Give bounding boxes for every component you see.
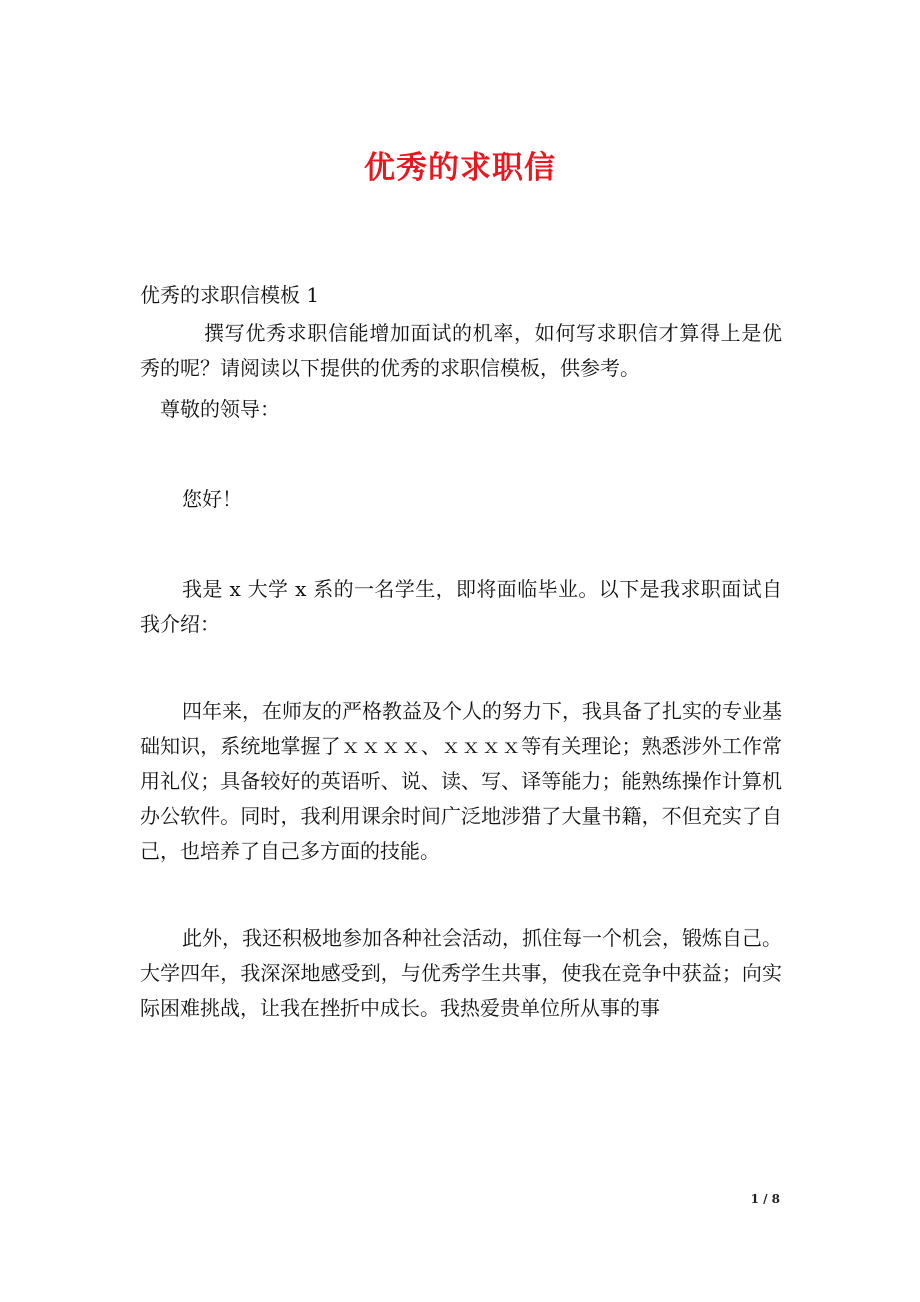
document-title: 优秀的求职信: [364, 150, 556, 186]
body-paragraph-1: 我是 x 大学 x 系的一名学生，即将面临毕业。以下是我求职面试自我介绍：: [140, 577, 782, 636]
greeting: 您好！: [182, 487, 242, 511]
page-number: 1 / 8: [750, 1192, 780, 1206]
body-paragraph-2: 四年来，在师友的严格教益及个人的努力下，我具备了扎实的专业基础知识，系统地掌握了ｘｘｘｘ、ｘｘｘｘ等有关理论；熟悉涉外工作常用礼仪；具备较好的英语听、说、读、写、译等能力；能熟练操作计算机办公软件。同时，我利用课余时间广泛地涉猎了大量书籍，不但充实了自己，也培养了自己多方面的技能。: [140, 699, 782, 863]
body-paragraph-3: 此外，我还积极地参加各种社会活动，抓住每一个机会，锻炼自己。大学四年，我深深地感受到，与优秀学生共事，使我在竞争中获益；向实际困难挑战，让我在挫折中成长。我热爱贵单位所从事的事: [140, 926, 782, 1020]
salutation: 尊敬的领导：: [160, 397, 280, 421]
document-body: [140, 278, 782, 1026]
intro-paragraph: 撰写优秀求职信能增加面试的机率，如何写求职信才算得上是优秀的呢？请阅读以下提供的优秀的求职信模板，供参考。: [140, 321, 782, 380]
template-subtitle: 优秀的求职信模板 1: [140, 283, 320, 307]
